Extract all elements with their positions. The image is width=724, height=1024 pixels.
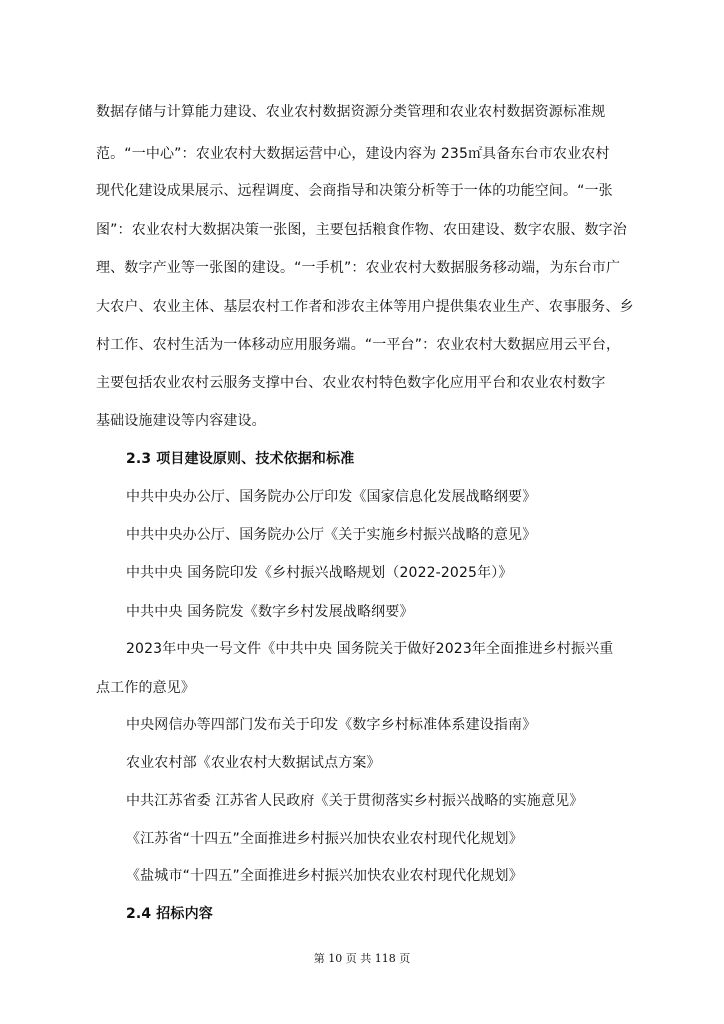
section-heading-2-3: 2.3 项目建设原则、技术依据和标准 — [126, 451, 355, 467]
paragraph-line: 数据存储与计算能力建设、农业农村数据资源分类管理和农业农村数据资源标准规 — [96, 104, 606, 120]
reference-item: 2023年中央一号文件《中共中央 国务院关于做好2023年全面推进乡村振兴重 — [126, 641, 614, 657]
reference-item: 中共中央 国务院印发《乡村振兴战略规划（2022-2025年）》 — [126, 565, 513, 581]
paragraph-line: 理、数字产业等一张图的建设。“一手机”：农业农村大数据服务移动端，为东台市广 — [96, 260, 621, 276]
paragraph-line: 现代化建设成果展示、远程调度、会商指导和决策分析等于一体的功能空间。“一张 — [96, 183, 613, 199]
section-heading-2-4: 2.4 招标内容 — [126, 906, 213, 922]
reference-item: 中央网信办等四部门发布关于印发《数字乡村标准体系建设指南》 — [126, 717, 537, 733]
page-number-footer: 第 10 页 共 118 页 — [313, 952, 411, 965]
reference-item: 《盐城市“十四五”全面推进乡村振兴加快农业农村现代化规划》 — [126, 868, 523, 884]
reference-item-continuation: 点工作的意见》 — [96, 680, 196, 696]
reference-item: 中共中央办公厅、国务院办公厅《关于实施乡村振兴战略的意见》 — [126, 527, 537, 543]
paragraph-line: 图”：农业农村大数据决策一张图，主要包括粮食作物、农田建设、数字农服、数字治 — [96, 222, 627, 238]
reference-item: 农业农村部《农业农村大数据试点方案》 — [126, 755, 381, 771]
reference-item: 中共中央 国务院发《数字乡村发展战略纲要》 — [126, 604, 414, 620]
paragraph-line: 基础设施建设等内容建设。 — [96, 413, 266, 429]
paragraph-line: 村工作、农村生活为一体移动应用服务端。“一平台”：农业农村大数据应用云平台， — [96, 337, 621, 353]
paragraph-line: 范。“一中心”：农业农村大数据运营中心，建设内容为 235㎡具备东台市农业农村 — [96, 146, 610, 162]
reference-item: 《江苏省“十四五”全面推进乡村振兴加快农业农村现代化规划》 — [126, 831, 523, 847]
reference-item: 中共江苏省委 江苏省人民政府《关于贯彻落实乡村振兴战略的实施意见》 — [126, 793, 584, 809]
paragraph-line: 大农户、农业主体、基层农村工作者和涉农主体等用户提供集农业生产、农事服务、乡 — [96, 299, 634, 315]
paragraph-line: 主要包括农业农村云服务支撑中台、农业农村特色数字化应用平台和农业农村数字 — [96, 375, 606, 391]
reference-item: 中共中央办公厅、国务院办公厅印发《国家信息化发展战略纲要》 — [126, 489, 537, 505]
